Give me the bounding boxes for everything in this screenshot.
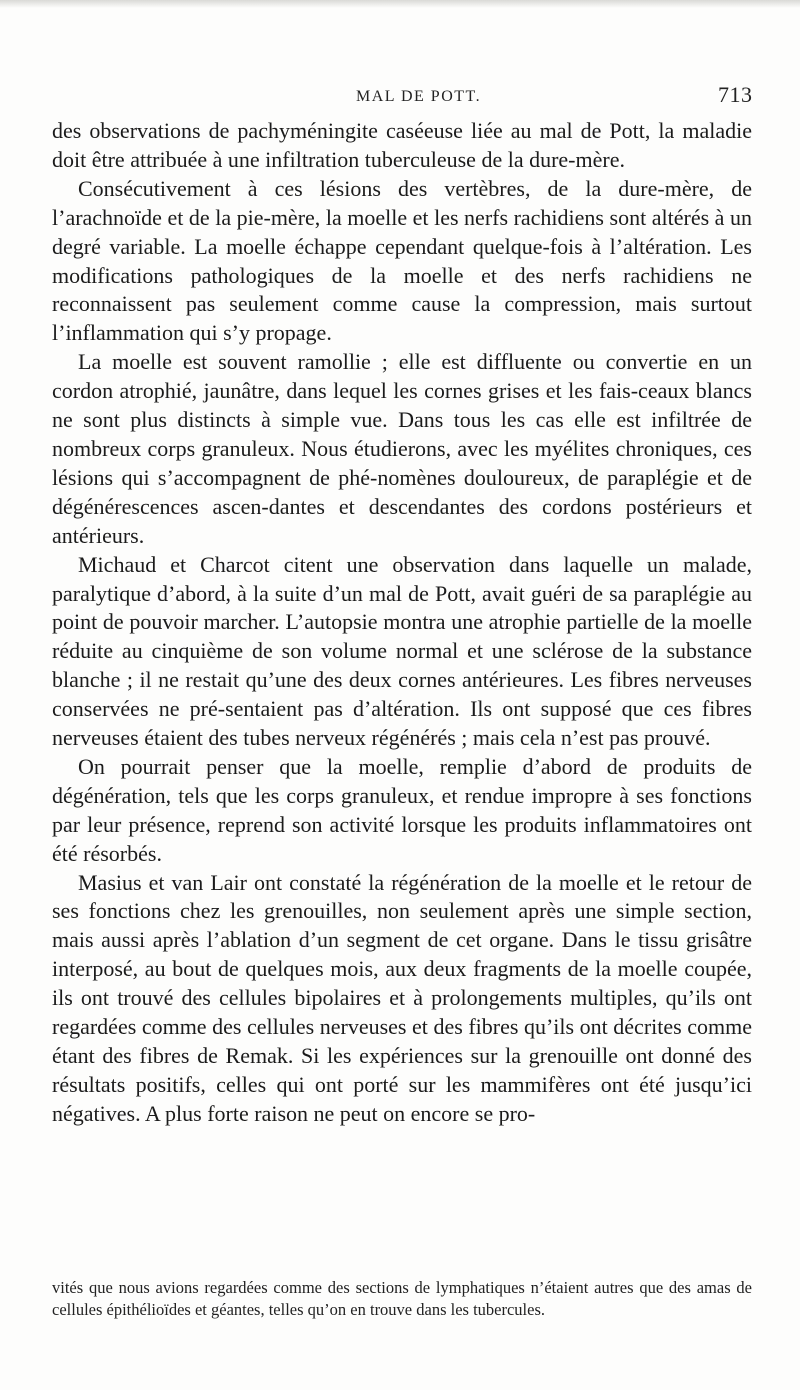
paragraph: On pourrait penser que la moelle, remplie d’abord de produits de dégénération, tels que les corps granuleux, et rendue impropre à ses fonctions par leur présence, reprend son activité lorsque les produits inflammatoires ont été résorbés. [52,753,752,866]
page-edge-shadow [0,0,800,8]
running-title: MAL DE POTT. [356,88,482,105]
page-number: 713 [718,82,753,107]
paragraph: Masius et van Lair ont constaté la régénération de la moelle et le retour de ses fonctions chez les grenouilles, non seulement après une simple section, mais aussi après l’ablation d’un segment de cet organe. Dans le tissu grisâtre interposé, au bout de quelques mois, aux deux fragments de la moelle coupée, ils ont trouvé des cellules bipolaires et à prolongements multiples, qu’ils ont regardées comme des cellules nerveuses et des fibres qu’ils ont décrites comme étant des fibres de Remak. Si les expériences sur la grenouille ont donné des résultats positifs, celles qui ont porté sur les mammifères ont été jusqu’ici négatives. A plus forte raison ne peut on encore se pro- [52,869,752,1126]
footnote: vités que nous avions regardées comme des sections de lymphatiques n’étaient autres que des amas de cellules épithélioïdes et géantes, telles qu’on en trouve dans les tubercules. [52,1278,752,1319]
paragraph-continuation: des observations de pachyméningite caséeuse liée au mal de Pott, la maladie doit être attribuée à une infiltration tuberculeuse de la dure-mère. [52,118,752,172]
page-header [0,82,800,112]
paragraph: Michaud et Charcot citent une observation dans laquelle un malade, paralytique d’abord, à la suite d’un mal de Pott, avait guéri de sa paraplégie au point de pouvoir marcher. L’autopsie montra une atrophie partielle de la moelle réduite au cinquième de son volume normal et une sclérose de la substance blanche ; il ne restait qu’une des deux cornes antérieures. Les fibres nerveuses conservées ne pré-sentaient pas d’altération. Ils ont supposé que ces fibres nerveuses étaient des tubes nerveux régénérés ; mais cela n’est pas prouvé. [52,551,752,751]
body-text [52,117,752,1129]
paragraph: Consécutivement à ces lésions des vertèbres, de la dure-mère, de l’arachnoïde et de la pie-mère, la moelle et les nerfs rachidiens sont altérés à un degré variable. La moelle échappe cependant quelque-fois à l’altération. Les modifications pathologiques de la moelle et des nerfs rachidiens ne reconnaissent pas seulement comme cause la compression, mais surtout l’inflammation qui s’y propage. [52,175,752,346]
paragraph: La moelle est souvent ramollie ; elle est diffluente ou convertie en un cordon atrophié, jaunâtre, dans lequel les cornes grises et les fais-ceaux blancs ne sont plus distincts à simple vue. Dans tous les cas elle est infiltrée de nombreux corps granuleux. Nous étudierons, avec les myélites chroniques, ces lésions qui s’accompagnent de phé-nomènes douloureux, de paraplégie et de dégénérescences ascen-dantes et descendantes des cordons postérieurs et antérieurs. [52,349,752,548]
